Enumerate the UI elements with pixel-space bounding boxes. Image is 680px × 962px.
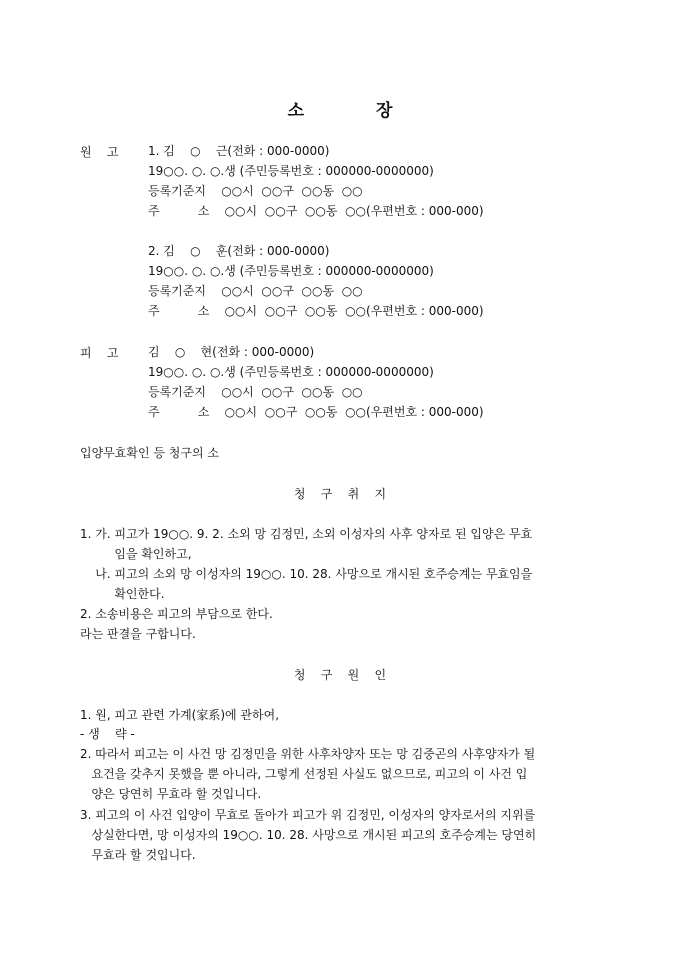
defendant-name: 김 ○ 현(전화 : 000-0000) [148,345,315,359]
title-char-1: 소 [287,101,304,121]
claim-purpose-line: 확인한다. [80,587,165,601]
claim-cause-line: - 생 략 - [80,727,135,741]
claim-purpose-line: 나. 피고의 소외 망 이성자의 19○○. 10. 28. 사망으로 개시된 호주승계는 무효임을 [80,567,533,581]
defendant-birth: 19○○. ○. ○.생 (주민등록번호 : 000000-0000000) [148,365,434,379]
claim-purpose-line: 임을 확인하고, [80,547,192,561]
claim-cause-line: 2. 따라서 피고는 이 사건 망 김정민을 위한 사후차양자 또는 망 김중곤의 사후양자가 될 [80,747,536,761]
claim-purpose-line: 라는 판결을 구합니다. [80,627,196,641]
defendant-label: 피 고 [80,346,119,360]
document-title [0,96,680,121]
plaintiffs-label: 원 고 [80,145,119,159]
claim-cause-line: 1. 원, 피고 관련 가계(家系)에 관하여, [80,708,280,722]
plaintiff1-name: 1. 김 ○ 근(전화 : 000-0000) [148,144,330,158]
defendant-registry: 등록기준지 ○○시 ○○구 ○○동 ○○ [148,385,363,399]
plaintiff1-address: 주 소 ○○시 ○○구 ○○동 ○○(우편번호 : 000-000) [148,204,484,218]
plaintiff2-name: 2. 김 ○ 훈(전화 : 000-0000) [148,244,330,258]
claim-cause-line: 3. 피고의 이 사건 입양이 무효로 돌아가 피고가 위 김정민, 이성자의 양자로서의 지위를 [80,808,536,822]
plaintiff1-birth: 19○○. ○. ○.생 (주민등록번호 : 000000-0000000) [148,164,434,178]
plaintiff2-address: 주 소 ○○시 ○○구 ○○동 ○○(우편번호 : 000-000) [148,304,484,318]
claim-cause-line: 상실한다면, 망 이성자의 19○○. 10. 28. 사망으로 개시된 피고의 호주승계는 당연히 [80,828,537,842]
claim-purpose-line: 2. 소송비용은 피고의 부담으로 한다. [80,607,273,621]
plaintiff2-registry: 등록기준지 ○○시 ○○구 ○○동 ○○ [148,284,363,298]
claim-purpose-line: 1. 가. 피고가 19○○. 9. 2. 소외 망 김정민, 소외 이성자의 사후 양자로 된 입양은 무효 [80,527,533,541]
claim-cause-line: 요건을 갖추지 못했을 뿐 아니라, 그렇게 선정된 사실도 없으므로, 피고의 이 사건 입 [80,767,528,781]
claim-cause-line: 양은 당연히 무효라 할 것입니다. [80,787,262,801]
plaintiff1-registry: 등록기준지 ○○시 ○○구 ○○동 ○○ [148,184,363,198]
claim-purpose-heading: 청 구 취 지 [293,487,387,501]
defendant-address: 주 소 ○○시 ○○구 ○○동 ○○(우편번호 : 000-000) [148,405,484,419]
title-char-2: 장 [376,101,393,121]
case-title: 입양무효확인 등 청구의 소 [80,446,219,460]
plaintiff2-birth: 19○○. ○. ○.생 (주민등록번호 : 000000-0000000) [148,264,434,278]
claim-cause-line: 무효라 할 것입니다. [80,848,196,862]
claim-cause-heading: 청 구 원 인 [293,668,387,682]
